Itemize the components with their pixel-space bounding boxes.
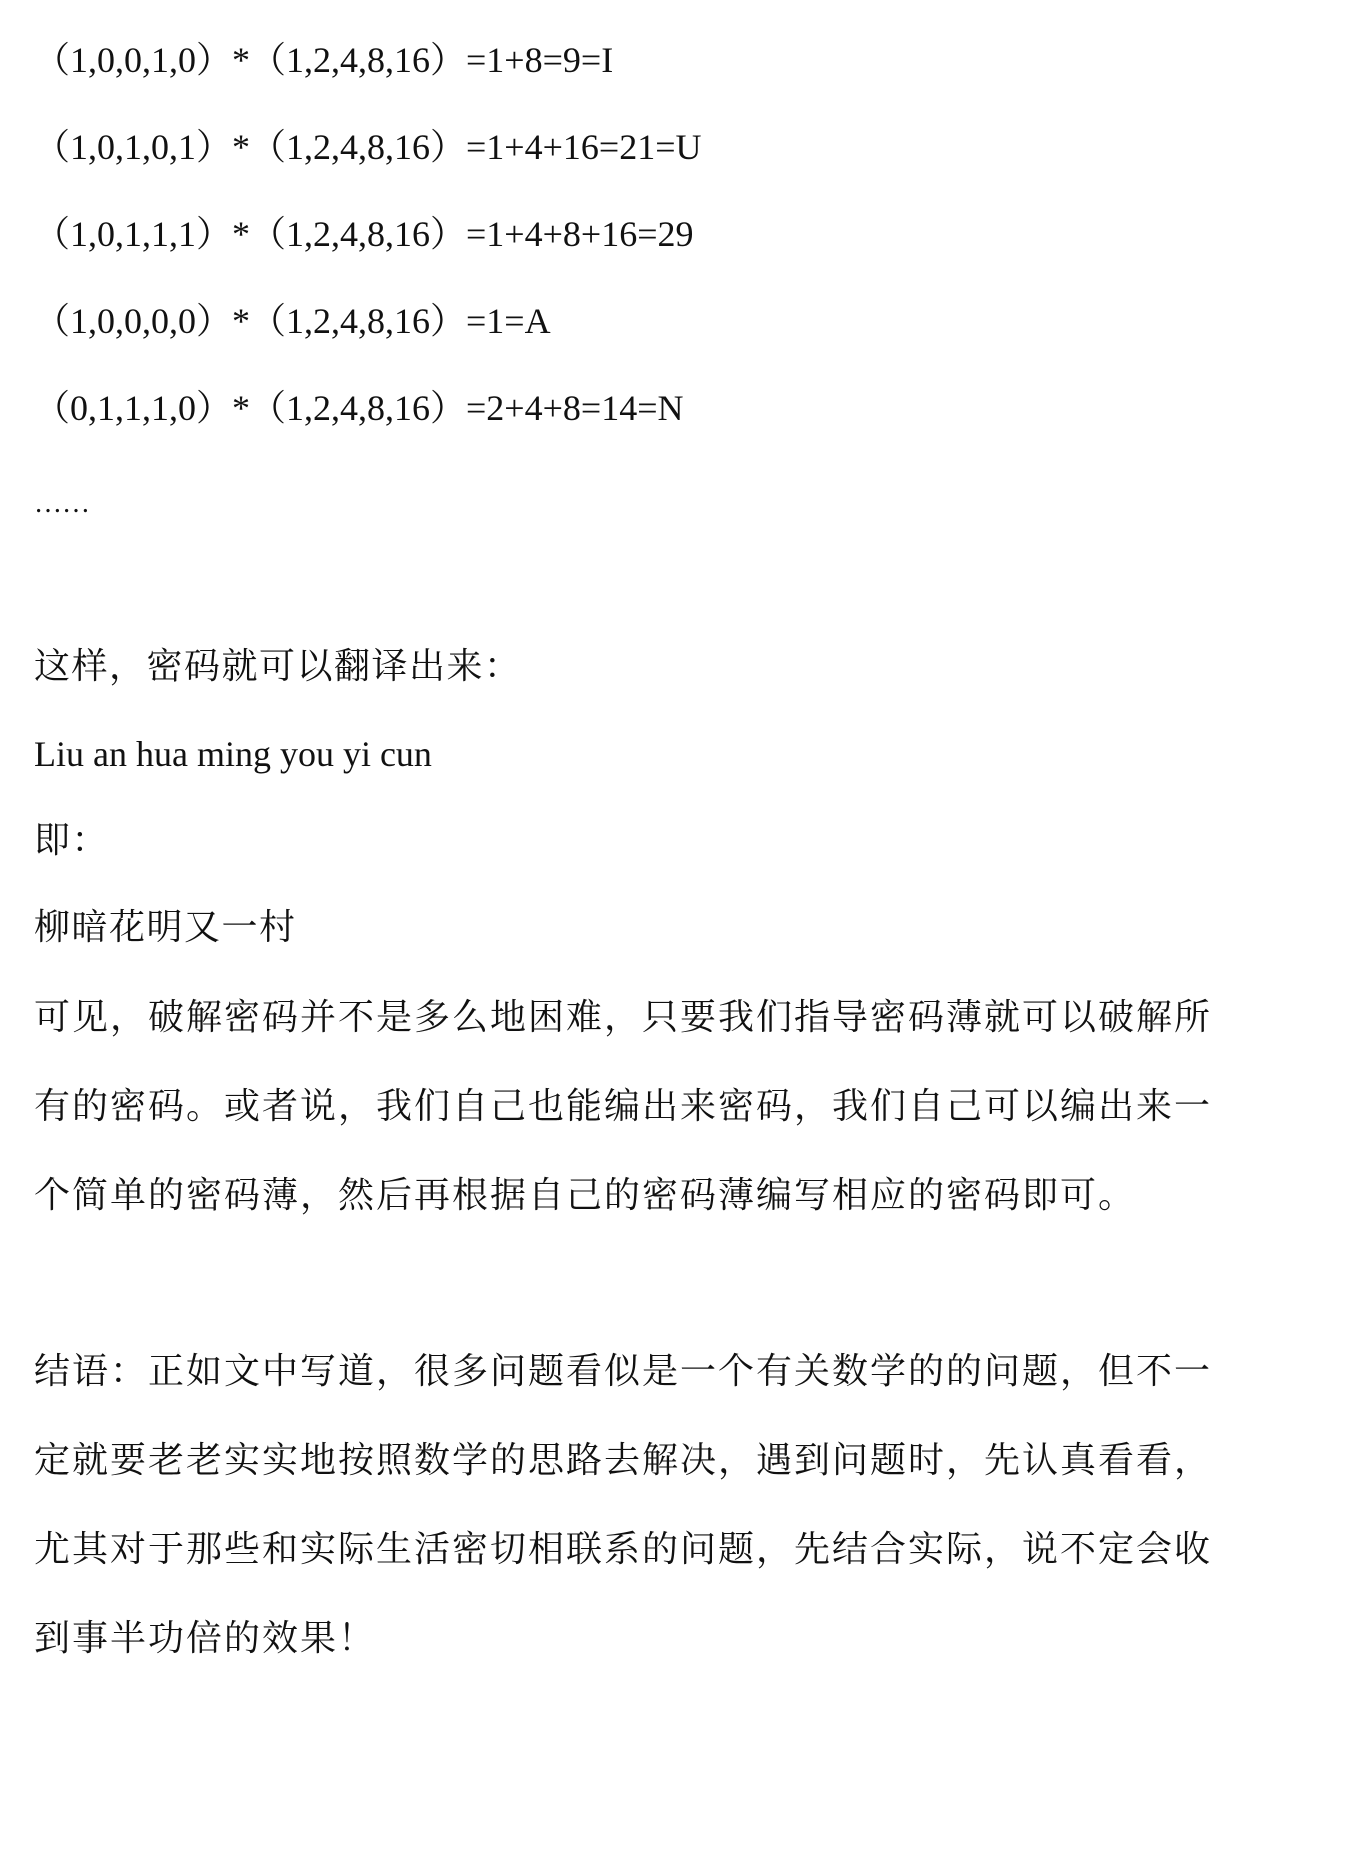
- translation-intro: 这样，密码就可以翻译出来：: [34, 646, 522, 687]
- conclusion-line: 结语：正如文中写道，很多问题看似是一个有关数学的的问题，但不一: [34, 1351, 1213, 1392]
- ellipsis-text: ……: [34, 488, 90, 519]
- equation-line: （1,0,0,1,0）*（1,2,4,8,16）=1+8=9=I: [34, 40, 614, 80]
- conclusion-line: 到事半功倍的效果！: [34, 1618, 377, 1659]
- equation-line: （1,0,1,0,1）*（1,2,4,8,16）=1+4+16=21=U: [34, 127, 702, 167]
- paragraph-line: 可见，破解密码并不是多么地困难，只要我们指导密码薄就可以破解所: [34, 997, 1213, 1038]
- conclusion-line: 定就要老老实实地按照数学的思路去解决，遇到问题时，先认真看看，: [34, 1440, 1213, 1481]
- paragraph-line: 有的密码。或者说，我们自己也能编出来密码，我们自己可以编出来一: [34, 1086, 1213, 1127]
- ji-label: 即：: [34, 820, 110, 861]
- equation-line: （1,0,1,1,1）*（1,2,4,8,16）=1+4+8+16=29: [34, 214, 694, 254]
- pinyin-text: Liu an hua ming you yi cun: [34, 734, 432, 774]
- equation-line: （0,1,1,1,0）*（1,2,4,8,16）=2+4+8=14=N: [34, 388, 684, 428]
- equation-line: （1,0,0,0,0）*（1,2,4,8,16）=1=A: [34, 301, 551, 341]
- paragraph-line: 个简单的密码薄，然后再根据自己的密码薄编写相应的密码即可。: [34, 1175, 1137, 1216]
- conclusion-line: 尤其对于那些和实际生活密切相联系的问题，先结合实际，说不定会收: [34, 1529, 1213, 1570]
- poem-line: 柳暗花明又一村: [34, 907, 297, 948]
